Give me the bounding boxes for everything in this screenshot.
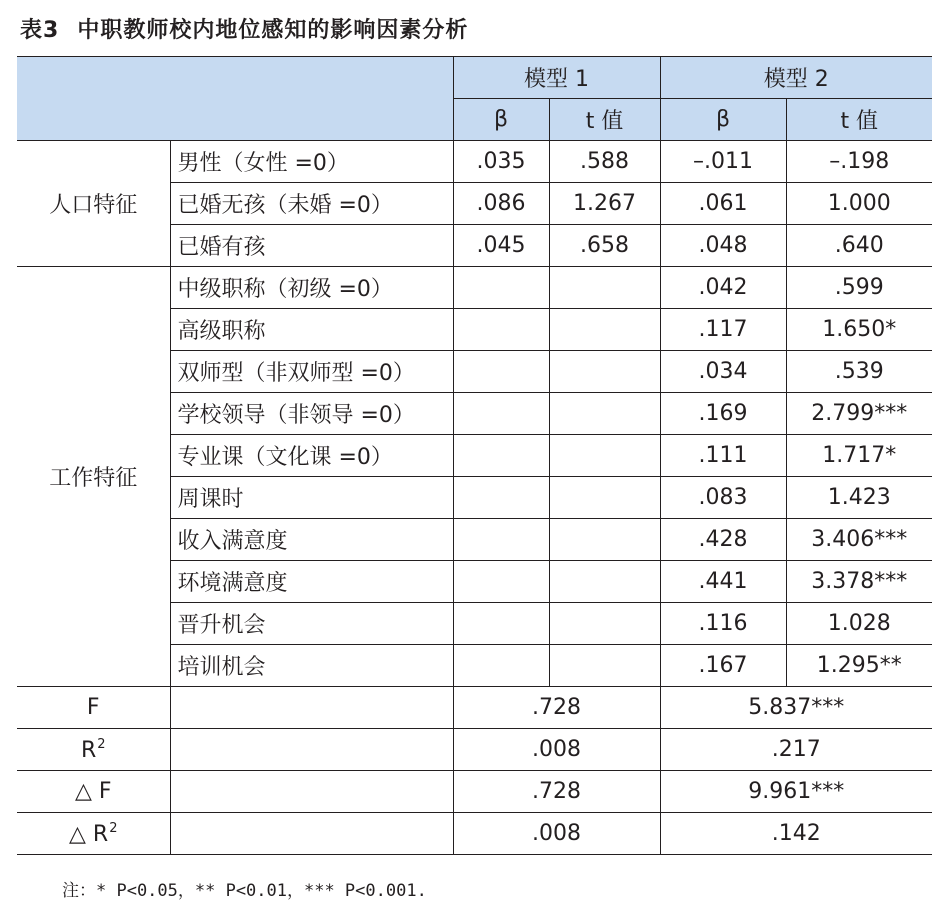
header-m2-beta: β [660,99,786,141]
model2-beta: .169 [660,393,786,435]
model2-beta: .048 [660,225,786,267]
stat-label [17,813,170,855]
stat-row [17,813,932,855]
model1-t [549,603,660,645]
header-m1-t: t 值 [549,99,660,141]
stat-symbol: R [80,737,97,763]
stat-label [17,687,170,729]
variable-name: 双师型（非双师型 =0） [170,351,453,393]
model1-t [549,477,660,519]
variable-name: 晋升机会 [170,603,453,645]
stat-model1: .008 [453,729,660,771]
stat-row [17,729,932,771]
variable-name: 男性（女性 =0） [170,141,453,183]
stat-blank [170,813,453,855]
variable-name: 周课时 [170,477,453,519]
stat-model1: .728 [453,687,660,729]
model1-beta [453,561,549,603]
model2-beta: .111 [660,435,786,477]
stat-blank [170,687,453,729]
model1-beta [453,603,549,645]
model2-beta: .034 [660,351,786,393]
group-label: 工作特征 [17,267,170,687]
table-title [20,13,468,44]
model2-t: .640 [786,225,932,267]
model1-t [549,351,660,393]
model1-beta [453,309,549,351]
stat-symbol: △ F [74,779,112,804]
stat-symbol: F [86,695,100,720]
header-model-1: 模型 1 [453,57,660,99]
model1-t [549,393,660,435]
stat-superscript: 2 [97,736,106,752]
model2-t: .539 [786,351,932,393]
model2-beta: .061 [660,183,786,225]
table-number: 表3 [20,18,60,43]
model2-t: 3.406*** [786,519,932,561]
stat-model2: 9.961*** [660,771,932,813]
model2-t: 3.378*** [786,561,932,603]
table-footnote: 注：* P<0.05，** P<0.01，*** P<0.001. [62,881,427,901]
header-blank [17,57,453,141]
variable-name: 中级职称（初级 =0） [170,267,453,309]
model1-t [549,435,660,477]
model2-beta: .117 [660,309,786,351]
header-model-2: 模型 2 [660,57,932,99]
variable-name: 已婚无孩（未婚 =0） [170,183,453,225]
stat-blank [170,771,453,813]
model2-beta: .167 [660,645,786,687]
model2-t: .599 [786,267,932,309]
model1-beta [453,267,549,309]
header-m1-beta: β [453,99,549,141]
stat-model1: .728 [453,771,660,813]
model2-t: 2.799*** [786,393,932,435]
variable-name: 培训机会 [170,645,453,687]
stat-superscript: 2 [109,820,118,836]
model1-beta [453,393,549,435]
model2-t: 1.000 [786,183,932,225]
stat-row [17,771,932,813]
model1-beta: .035 [453,141,549,183]
model2-t: 1.295** [786,645,932,687]
model2-t: 1.028 [786,603,932,645]
group-label: 人口特征 [17,141,170,267]
model2-t: 1.717* [786,435,932,477]
model1-beta: .086 [453,183,549,225]
stat-label [17,771,170,813]
model1-beta [453,519,549,561]
model1-t: .658 [549,225,660,267]
model1-beta [453,645,549,687]
model2-beta: .042 [660,267,786,309]
model2-beta: .441 [660,561,786,603]
table-header [17,57,932,141]
table-body [17,141,932,855]
model1-t: .588 [549,141,660,183]
variable-name: 收入满意度 [170,519,453,561]
variable-name: 已婚有孩 [170,225,453,267]
model1-t: 1.267 [549,183,660,225]
table-row [17,267,932,309]
model2-beta: .116 [660,603,786,645]
stat-model2: .217 [660,729,932,771]
model1-t [549,267,660,309]
model2-beta: .083 [660,477,786,519]
stat-symbol: △ R [69,821,109,847]
stat-model1: .008 [453,813,660,855]
variable-name: 环境满意度 [170,561,453,603]
header-m2-t: t 值 [786,99,932,141]
variable-name: 学校领导（非领导 =0） [170,393,453,435]
model1-beta [453,435,549,477]
model1-beta: .045 [453,225,549,267]
stat-model2: .142 [660,813,932,855]
model2-t: –.198 [786,141,932,183]
model1-t [549,519,660,561]
stat-row [17,687,932,729]
model2-beta: –.011 [660,141,786,183]
variable-name: 高级职称 [170,309,453,351]
model1-beta [453,477,549,519]
model1-t [549,645,660,687]
model1-t [549,309,660,351]
model2-t: 1.650* [786,309,932,351]
model2-beta: .428 [660,519,786,561]
regression-table [17,56,932,855]
stat-model2: 5.837*** [660,687,932,729]
model2-t: 1.423 [786,477,932,519]
stat-label [17,729,170,771]
table-caption: 中职教师校内地位感知的影响因素分析 [77,18,469,43]
variable-name: 专业课（文化课 =0） [170,435,453,477]
table-row [17,141,932,183]
model1-beta [453,351,549,393]
stat-blank [170,729,453,771]
model1-t [549,561,660,603]
